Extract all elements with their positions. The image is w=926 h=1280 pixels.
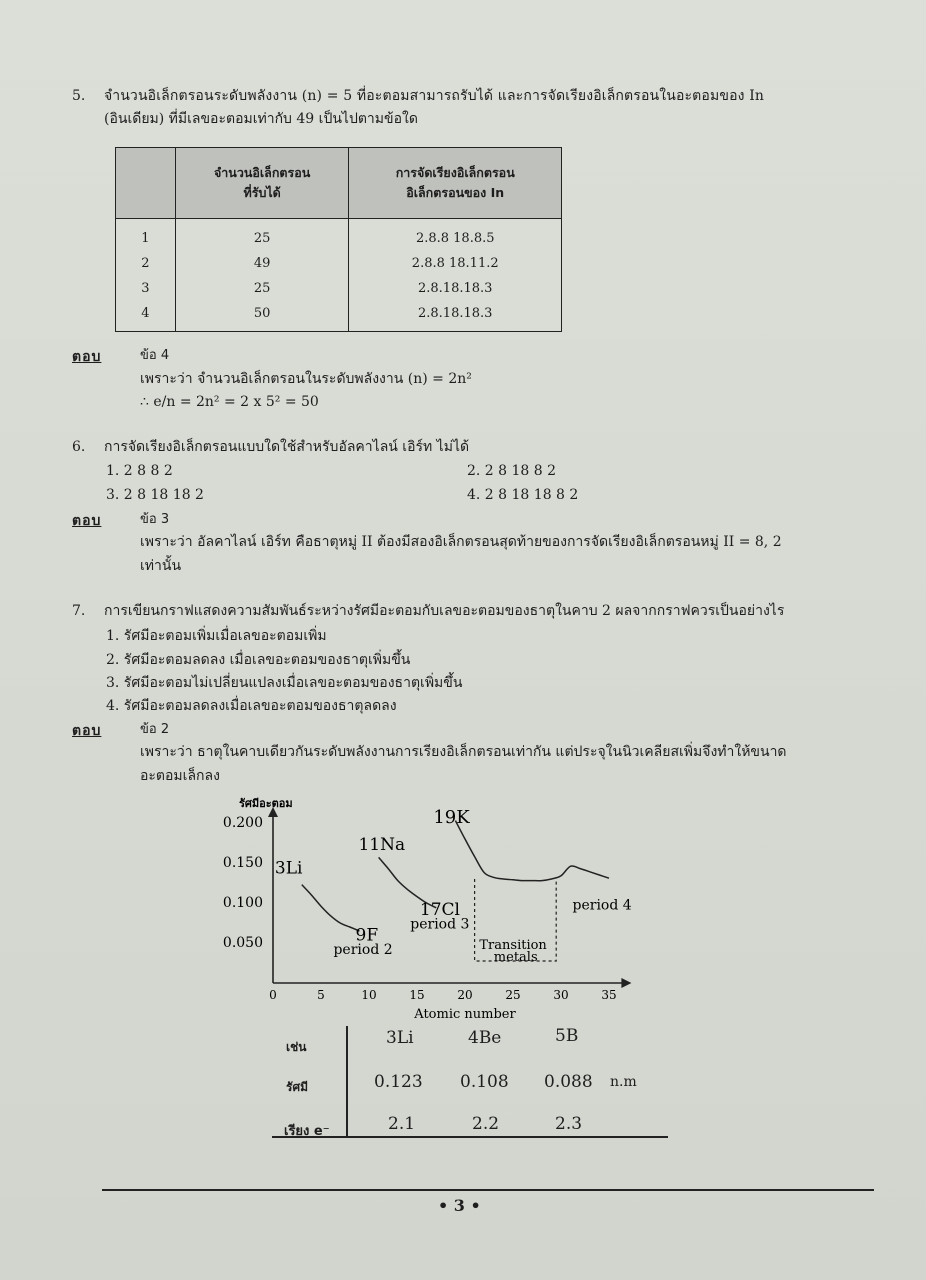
q5-row-config: 2.8.18.18.3 <box>349 276 562 301</box>
q5-row-capacity: 49 <box>175 251 349 276</box>
q6-answer: ข้อ 3 <box>140 512 170 527</box>
q5-row-capacity: 25 <box>175 219 349 252</box>
q6-reason-line1: เพราะว่า อัลคาไลน์ เอิร์ท คือธาตุหมู่ II ต้องมีสองอิเล็กตรอนสุดท้ายของการจัดเรียงอิเล็กตรอนหมู่ II = 8, 2 <box>140 534 782 550</box>
q7-reason-line2: อะตอมเล็กลง <box>140 768 220 784</box>
q5-row-capacity: 25 <box>175 276 349 301</box>
y-tick-label: 0.050 <box>222 935 263 951</box>
q6-answer-label: ตอบ <box>72 513 102 529</box>
q5-header-config: การจัดเรียงอิเล็กตรอน อิเล็กตรอนของ In <box>349 148 562 219</box>
annotation-period-4: period 4 <box>572 897 632 914</box>
q6-option-3: 3. 2 8 18 18 2 <box>106 487 204 503</box>
q5-table-row <box>116 251 562 276</box>
q5-answer-label: ตอบ <box>72 349 102 365</box>
q5-number: 5. <box>72 88 86 104</box>
q5-row-option: 2 <box>116 251 176 276</box>
annotation-period-2: period 2 <box>333 942 393 959</box>
footer-rule <box>102 1189 874 1191</box>
q5-row-config: 2.8.18.18.3 <box>349 301 562 332</box>
q5-reason-line1: เพราะว่า จำนวนอิเล็กตรอนในระดับพลังงาน (n) = 2n² <box>140 371 472 387</box>
radius-table-element-b: 5B <box>555 1026 579 1046</box>
x-tick-label: 15 <box>409 988 425 1002</box>
x-axis-arrow <box>621 978 631 988</box>
q7-answer-label: ตอบ <box>72 723 102 739</box>
radius-table-rule <box>272 1136 668 1138</box>
series-period-4 <box>455 821 609 881</box>
y-tick-label: 0.100 <box>222 895 263 911</box>
radius-table-element-li: 3Li <box>386 1028 414 1048</box>
q7-answer: ข้อ 2 <box>140 722 170 737</box>
radius-table-radius-li: 0.123 <box>374 1072 423 1092</box>
q7-option-3: 3. รัศมีอะตอมไม่เปลี่ยนแปลงเมื่อเลขอะตอมของธาตุเพิ่มขึ้น <box>106 675 463 691</box>
annotation-3li: 3Li <box>274 858 303 879</box>
q5-row-config: 2.8.8 18.11.2 <box>349 251 562 276</box>
q7-option-1: 1. รัศมีอะตอมเพิ่มเมื่อเลขอะตอมเพิ่ม <box>106 628 327 644</box>
q7-number: 7. <box>72 603 86 619</box>
radius-table-radius-b: 0.088 <box>544 1072 593 1092</box>
q5-header-blank <box>116 148 176 219</box>
radius-table-config-li: 2.1 <box>388 1114 416 1134</box>
q5-row-option: 1 <box>116 219 176 252</box>
annotation-period-3: period 3 <box>410 916 470 933</box>
q7-question: การเขียนกราฟแสดงความสัมพันธ์ระหว่างรัศมีอะตอมกับเลขอะตอมของธาตุในคาบ 2 ผลจากกราฟควรเป็นอย่างไร <box>104 603 785 619</box>
q6-number: 6. <box>72 439 86 455</box>
y-tick-label: 0.150 <box>222 855 263 871</box>
annotation-19k: 19K <box>433 807 470 828</box>
y-axis-label: รัศมีอะตอม <box>239 797 293 810</box>
q5-row-option: 3 <box>116 276 176 301</box>
radius-table-config-b: 2.3 <box>555 1114 583 1134</box>
radius-table-element-be: 4Be <box>468 1028 502 1048</box>
q6-option-1: 1. 2 8 8 2 <box>106 463 173 479</box>
annotation-metals: metals <box>493 950 538 965</box>
q5-text-line1: จำนวนอิเล็กตรอนระดับพลังงาน (n) = 5 ที่อะตอมสามารถรับได้ และการจัดเรียงอิเล็กตรอนในอะตอมของ In <box>104 88 765 104</box>
q5-row-option: 4 <box>116 301 176 332</box>
q5-options-table <box>115 147 562 332</box>
annotation-11na: 11Na <box>358 835 406 856</box>
q5-row-config: 2.8.8 18.8.5 <box>349 219 562 252</box>
x-tick-label: 30 <box>553 988 569 1002</box>
x-tick-label: 20 <box>457 988 473 1002</box>
radius-table-row-label-config: เรียง e⁻ <box>284 1124 330 1139</box>
annotation-transition: Transition <box>479 938 547 953</box>
x-tick-label: 35 <box>601 988 617 1002</box>
q5-text-line2: (อินเดียม) ที่มีเลขอะตอมเท่ากับ 49 เป็นไปตามข้อใด <box>104 111 418 127</box>
atomic-radius-chart <box>210 795 650 1020</box>
x-tick-label: 5 <box>317 988 325 1002</box>
page-number: • 3 • <box>438 1196 481 1215</box>
y-tick-label: 0.200 <box>222 815 263 831</box>
radius-table-row-label-example: เช่น <box>286 1040 307 1054</box>
annotation-9f: 9F <box>355 925 379 946</box>
x-tick-label: 25 <box>505 988 521 1002</box>
annotation-17cl: 17Cl <box>419 900 460 920</box>
q5-answer: ข้อ 4 <box>140 348 170 363</box>
q5-table-row <box>116 219 562 252</box>
q7-reason-line1: เพราะว่า ธาตุในคาบเดียวกันระดับพลังงานการเรียงอิเล็กตรอนเท่ากัน แต่ประจุในนิวเคลียสเพิ่มจึงทำให้ขนาด <box>140 744 787 760</box>
q5-table-row <box>116 276 562 301</box>
radius-table-row-label-radius: รัศมี <box>286 1080 308 1094</box>
q5-reason-line2: ∴ e/n = 2n² = 2 x 5² = 50 <box>140 394 319 410</box>
x-tick-label: 0 <box>269 988 277 1002</box>
x-tick-label: 10 <box>361 988 377 1002</box>
series-period-2 <box>302 885 360 931</box>
radius-table-radius-be: 0.108 <box>460 1072 509 1092</box>
q5-header-capacity: จำนวนอิเล็กตรอน ที่รับได้ <box>175 148 349 219</box>
q7-option-4: 4. รัศมีอะตอมลดลงเมื่อเลขอะตอมของธาตุลดลง <box>106 698 397 714</box>
q5-row-capacity: 50 <box>175 301 349 332</box>
q7-option-2: 2. รัศมีอะตอมลดลง เมื่อเลขอะตอมของธาตุเพิ่มขึ้น <box>106 652 411 668</box>
radius-table-unit: n.m <box>610 1074 637 1090</box>
radius-table-config-be: 2.2 <box>472 1114 500 1134</box>
q6-option-2: 2. 2 8 18 8 2 <box>467 463 557 479</box>
radius-table-divider <box>346 1026 348 1138</box>
q6-option-4: 4. 2 8 18 18 8 2 <box>467 487 579 503</box>
q6-reason-line2: เท่านั้น <box>140 558 182 574</box>
q5-table-row <box>116 301 562 332</box>
radius-table <box>272 1022 672 1140</box>
q6-question: การจัดเรียงอิเล็กตรอนแบบใดใช้สำหรับอัลคาไลน์ เอิร์ท ไม่ได้ <box>104 439 470 455</box>
x-axis-label: Atomic number <box>414 1007 516 1020</box>
